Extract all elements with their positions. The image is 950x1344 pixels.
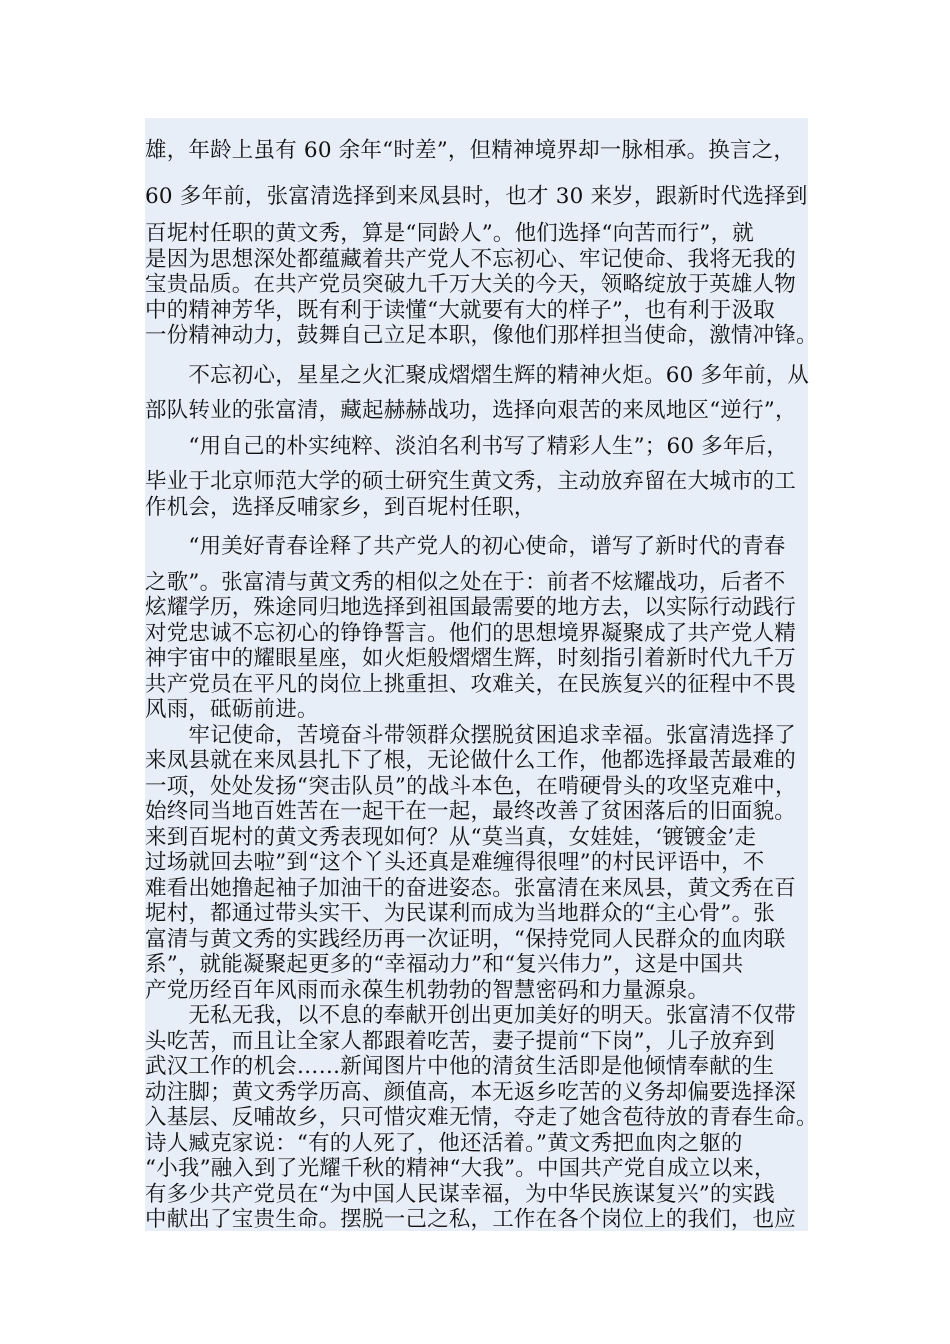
text-line: 坭村，都通过带头实干、为民谋利而成为当地群众的“主心骨”。张: [145, 901, 775, 926]
text-line: 无私无我，以不息的奉献开创出更加美好的明天。张富清不仅带: [145, 1003, 797, 1028]
text-line: 来到百坭村的黄文秀表现如何？从“莫当真，女娃娃，‘镀镀金’走: [145, 824, 757, 850]
text-line: 是因为思想深处都蕴藏着共产党人不忘初心、牢记使命、我将无我的: [145, 246, 797, 272]
text-line: “用美好青春诠释了共产党人的初心使命，谱写了新时代的青春: [145, 534, 786, 559]
text-line: 有多少共产党员在“为中国人民谋幸福，为中华民族谋复兴”的实践: [145, 1181, 775, 1207]
text-line: 一份精神动力，鼓舞自己立足本职，像他们那样担当使命，激情冲锋。: [145, 323, 818, 348]
text-line: 难看出她撸起袖子加油干的奋进姿态。张富清在来凤县，黄文秀在百: [145, 875, 797, 901]
text-line: 炫耀学历，殊途同归地选择到祖国最需要的地方去，以实际行动践行: [145, 595, 797, 620]
text-line: 一项，处处发扬“突击队员”的战斗本色，在啃硬骨头的攻坚克难中，: [145, 773, 797, 799]
text-line: 始终同当地百姓苦在一起干在一起，最终改善了贫困落后的旧面貌。: [145, 799, 797, 824]
text-line: 入基层、反哺故乡，只可惜灾难无情，夺走了她含苞待放的青春生命。: [145, 1105, 818, 1130]
text-line: 部队转业的张富清，藏起赫赫战功，选择向艰苦的来凤地区“逆行”，: [145, 398, 797, 423]
text-line: 中的精神芳华，既有利于读懂“大就要有大的样子”，也有利于汲取: [145, 297, 775, 323]
text-line: 风雨，砥砺前进。: [145, 697, 319, 722]
text-line: 富清与黄文秀的实践经历再一次证明，“保持党同人民群众的血肉联: [145, 926, 786, 952]
text-line: 来凤县就在来凤县扎下了根，无论做什么工作，他都选择最苦最难的: [145, 748, 797, 773]
text-line: 系”，就能凝聚起更多的“幸福动力”和“复兴伟力”，这是中国共: [145, 952, 744, 977]
text-line: 60 多年前，张富清选择到来凤县时，也才 30 来岁，跟新时代选择到: [145, 183, 808, 209]
text-line: 雄，年龄上虽有 60 余年“时差”，但精神境界却一脉相承。换言之，: [145, 138, 796, 163]
text-line: 动注脚；黄文秀学历高、颜值高，本无返乡吃苦的义务却偏要选择深: [145, 1079, 797, 1105]
text-line: 百坭村任职的黄文秀，算是“同龄人”。他们选择“向苦而行”，就: [145, 221, 754, 246]
text-line: 毕业于北京师范大学的硕士研究生黄文秀，主动放弃留在大城市的工: [145, 469, 797, 494]
text-line: 宝贵品质。在共产党员突破九千万大关的今天，领略绽放于英雄人物: [145, 272, 797, 297]
text-line: 共产党员在平凡的岗位上挑重担、攻难关，在民族复兴的征程中不畏: [145, 671, 797, 697]
text-line: 产党历经百年风雨而永葆生机勃勃的智慧密码和力量源泉。: [145, 977, 710, 1003]
text-line: 牢记使命，苦境奋斗带领群众摆脱贫困追求幸福。张富清选择了: [145, 722, 797, 748]
text-line: 过场就回去啦”到“这个丫头还真是难缠得很哩”的村民评语中，不: [145, 850, 765, 875]
text-line: 作机会，选择反哺家乡，到百坭村任职，: [145, 494, 536, 520]
article-body: [145, 118, 818, 1233]
text-line: “小我”融入到了光耀千秋的精神“大我”。中国共产党自成立以来，: [145, 1156, 776, 1181]
text-line: 头吃苦，而且让全家人都跟着吃苦，妻子提前“下岗”，儿子放弃到: [145, 1028, 775, 1054]
text-line: 不忘初心，星星之火汇聚成熠熠生辉的精神火炬。60 多年前，从: [145, 362, 810, 388]
text-line: 神宇宙中的耀眼星座，如火炬般熠熠生辉，时刻指引着新时代九千万: [145, 646, 797, 671]
text-line: 诗人臧克家说：“有的人死了，他还活着。”黄文秀把血肉之躯的: [145, 1130, 743, 1156]
text-line: 武汉工作的机会……新闻图片中他的清贫生活即是他倾情奉献的生: [145, 1054, 775, 1079]
text-line: 对党忠诚不忘初心的铮铮誓言。他们的思想境界凝聚成了共产党人精: [145, 620, 797, 646]
text-line: 之歌”。张富清与黄文秀的相似之处在于：前者不炫耀战功，后者不: [145, 569, 786, 595]
text-line: “用自己的朴实纯粹、淡泊名利书写了精彩人生”；60 多年后，: [145, 433, 789, 459]
text-line: 中献出了宝贵生命。摆脱一己之私，工作在各个岗位上的我们，也应: [145, 1207, 797, 1232]
